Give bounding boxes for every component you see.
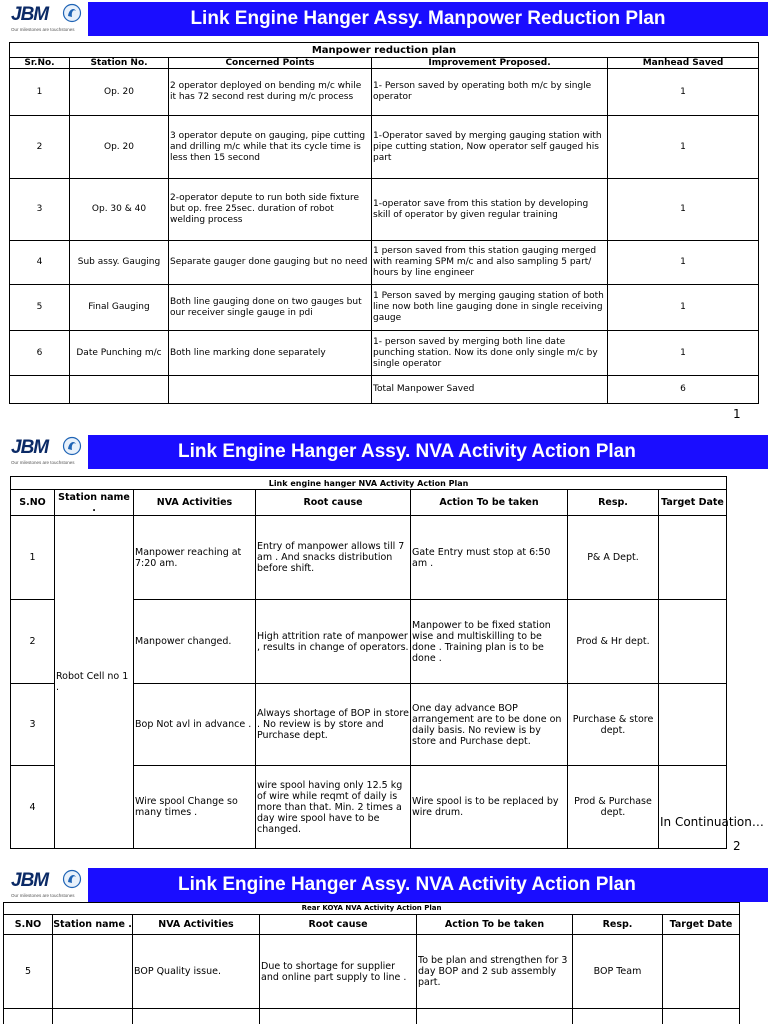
table-row: [10, 69, 759, 116]
cell-sr: 4: [10, 241, 70, 285]
cell-resp: Prod & Hr dept.: [568, 600, 659, 684]
cell-target: [659, 600, 727, 684]
cell-target: [659, 766, 727, 849]
col-header-station-no: Station No.: [70, 58, 169, 69]
cell-station: Op. 20: [70, 116, 169, 179]
cell-sno: 2: [11, 600, 55, 684]
cell-empty: [10, 376, 70, 404]
slide-header: [0, 433, 768, 469]
cell-saved: 1: [608, 285, 759, 331]
table-caption: Manpower reduction plan: [10, 43, 759, 58]
cell-saved: 1: [608, 331, 759, 376]
cell-target: [659, 516, 727, 600]
cell-action: Manpower to be fixed station wise and multiskilling to be done . Training plan is to be done .: [411, 600, 568, 684]
table-row: [10, 116, 759, 179]
total-row: [10, 376, 759, 404]
cell-sr: 3: [10, 179, 70, 241]
cell-improvement: 1 Person saved by merging gauging station of both line now both line gauging done in single receiving gauge: [372, 285, 608, 331]
col-header-concerned-points: Concerned Points: [169, 58, 372, 69]
col-header-improvement: Improvement Proposed.: [372, 58, 608, 69]
cell-concern: 3 operator depute on gauging, pipe cutting and drilling m/c while that its cycle time is less then 15 second: [169, 116, 372, 179]
col-header-sno: S.NO: [11, 490, 55, 516]
col-header-action: Action To be taken: [411, 490, 568, 516]
cell-sr: 5: [10, 285, 70, 331]
cell-sno: 3: [11, 684, 55, 766]
cell-station: Date Punching m/c: [70, 331, 169, 376]
col-header-sno: S.NO: [4, 915, 53, 935]
table-row: [10, 179, 759, 241]
col-header-manhead-saved: Manhead Saved: [608, 58, 759, 69]
cell-concern: Both line gauging done on two gauges but our receiver single gauge in pdi: [169, 285, 372, 331]
logo-swirl-icon: [62, 436, 82, 456]
cell-action: To be plan and strengthen for 3 day BOP and 2 sub assembly part.: [417, 935, 573, 1009]
col-header-target-date: Target Date: [663, 915, 740, 935]
title-bar: [88, 435, 768, 469]
logo-text: JBM: [11, 4, 49, 25]
cell-target: [663, 935, 740, 1009]
cell-saved: 1: [608, 69, 759, 116]
cell-saved: 1: [608, 116, 759, 179]
cell-action: Wire spool is to be replaced by wire drum.: [411, 766, 568, 849]
cell-sr: 2: [10, 116, 70, 179]
cell-resp: Prod & Purchase dept.: [568, 766, 659, 849]
cell-empty: [70, 376, 169, 404]
cell-saved: 1: [608, 241, 759, 285]
jbm-logo: [8, 435, 84, 469]
cell-resp: BOP Team: [573, 935, 663, 1009]
cell-improvement: 1 person saved from this station gauging merged with reaming SPM m/c and also sampling 5 part/ hours by line engineer: [372, 241, 608, 285]
cell-activity: BOP Quality issue.: [133, 935, 260, 1009]
cell-sno: 1: [11, 516, 55, 600]
col-header-station-name: Station name .: [55, 490, 134, 516]
cell-resp: Purchase & store dept.: [568, 684, 659, 766]
cell-activity: Manpower changed.: [134, 600, 256, 684]
slide-header: [0, 0, 768, 36]
cell-root-cause: Due to shortage for supplier and online part supply to line .: [260, 935, 417, 1009]
cell-empty: [573, 1009, 663, 1024]
logo-tagline: Our milestones are touchstones: [11, 460, 75, 465]
cell-concern: Both line marking done separately: [169, 331, 372, 376]
table-row: [10, 331, 759, 376]
slide-title: Link Engine Hanger Assy. NVA Activity Action Plan: [178, 874, 636, 895]
cell-sno: 5: [4, 935, 53, 1009]
col-header-nva-activities: NVA Activities: [134, 490, 256, 516]
cell-empty: [169, 376, 372, 404]
slide-title: Link Engine Hanger Assy. NVA Activity Action Plan: [178, 441, 636, 462]
cell-station-name: Robot Cell no 1 .: [55, 516, 134, 849]
table-row: [10, 241, 759, 285]
jbm-logo: [8, 868, 84, 902]
nva-action-plan-table: [10, 476, 727, 849]
col-header-resp: Resp.: [568, 490, 659, 516]
col-header-target-date: Target Date: [659, 490, 727, 516]
cell-root-cause: High attrition rate of manpower , results in change of operators.: [256, 600, 411, 684]
cell-improvement: 1-operator save from this station by developing skill of operator by given regular training: [372, 179, 608, 241]
cell-improvement: 1- person saved by merging both line date punching station. Now its done only single m/c by single operator: [372, 331, 608, 376]
cell-empty: [133, 1009, 260, 1024]
title-bar: [88, 868, 768, 902]
cell-empty: [417, 1009, 573, 1024]
col-header-resp: Resp.: [573, 915, 663, 935]
page-number: 1: [733, 407, 741, 421]
table-row: [11, 516, 727, 600]
col-header-root-cause: Root cause: [260, 915, 417, 935]
logo-tagline: Our milestones are touchstones: [11, 27, 75, 32]
cell-station-name: [53, 935, 133, 1009]
cell-improvement: 1-Operator saved by merging gauging station with pipe cutting station, Now operator self gauged his part: [372, 116, 608, 179]
slide-1: [0, 0, 768, 428]
col-header-station-name: Station name .: [53, 915, 133, 935]
cell-sr: 1: [10, 69, 70, 116]
logo-text: JBM: [11, 870, 49, 891]
cell-root-cause: Always shortage of BOP in store . No review is by store and Purchase dept.: [256, 684, 411, 766]
jbm-logo: [8, 2, 84, 36]
cell-empty: [663, 1009, 740, 1024]
manpower-reduction-table: [9, 42, 759, 404]
table-row: [10, 285, 759, 331]
title-bar: [88, 2, 768, 36]
cell-concern: Separate gauger done gauging but no need: [169, 241, 372, 285]
col-header-nva-activities: NVA Activities: [133, 915, 260, 935]
cell-sno: 4: [11, 766, 55, 849]
page-number: 2: [733, 839, 741, 853]
cell-concern: 2 operator deployed on bending m/c while it has 72 second rest during m/c process: [169, 69, 372, 116]
cell-empty: [4, 1009, 53, 1024]
col-header-root-cause: Root cause: [256, 490, 411, 516]
col-header-action: Action To be taken: [417, 915, 573, 935]
cell-root-cause: wire spool having only 12.5 kg of wire while reqmt of daily is more than that. Min. 2 times a day wire spool have to be changed.: [256, 766, 411, 849]
cell-sr: 6: [10, 331, 70, 376]
cell-concern: 2-operator depute to run both side fixture but op. free 25sec. duration of robot welding process: [169, 179, 372, 241]
total-label: Total Manpower Saved: [372, 376, 608, 404]
cell-root-cause: Entry of manpower allows till 7 am . And snacks distribution before shift.: [256, 516, 411, 600]
cell-empty: [260, 1009, 417, 1024]
col-header-sr-no: Sr.No.: [10, 58, 70, 69]
cell-station: Op. 20: [70, 69, 169, 116]
slide-header: [0, 866, 768, 902]
slide-3: [0, 866, 768, 1024]
table-caption: Link engine hanger NVA Activity Action Plan: [11, 477, 727, 490]
cell-activity: Wire spool Change so many times .: [134, 766, 256, 849]
logo-tagline: Our milestones are touchstones: [11, 893, 75, 898]
total-value: 6: [608, 376, 759, 404]
table-row: [4, 935, 740, 1009]
cell-action: Gate Entry must stop at 6:50 am .: [411, 516, 568, 600]
cell-improvement: 1- Person saved by operating both m/c by single operator: [372, 69, 608, 116]
slide-2: [0, 433, 768, 853]
cell-resp: P& A Dept.: [568, 516, 659, 600]
logo-swirl-icon: [62, 3, 82, 23]
cell-empty: [53, 1009, 133, 1024]
logo-text: JBM: [11, 437, 49, 458]
cell-action: One day advance BOP arrangement are to be done on daily basis. No review is by store and Purchase dept.: [411, 684, 568, 766]
cell-station: Sub assy. Gauging: [70, 241, 169, 285]
cell-activity: Bop Not avl in advance .: [134, 684, 256, 766]
continuation-note: In Continuation…: [660, 815, 764, 829]
cell-station: Op. 30 & 40: [70, 179, 169, 241]
table-caption: Rear KOYA NVA Activity Action Plan: [4, 903, 740, 915]
rear-koya-nva-table: [3, 902, 740, 1024]
cell-target: [659, 684, 727, 766]
table-row: [4, 1009, 740, 1024]
logo-swirl-icon: [62, 869, 82, 889]
slide-title: Link Engine Hanger Assy. Manpower Reduction Plan: [190, 8, 666, 29]
cell-activity: Manpower reaching at 7:20 am.: [134, 516, 256, 600]
cell-station: Final Gauging: [70, 285, 169, 331]
cell-saved: 1: [608, 179, 759, 241]
